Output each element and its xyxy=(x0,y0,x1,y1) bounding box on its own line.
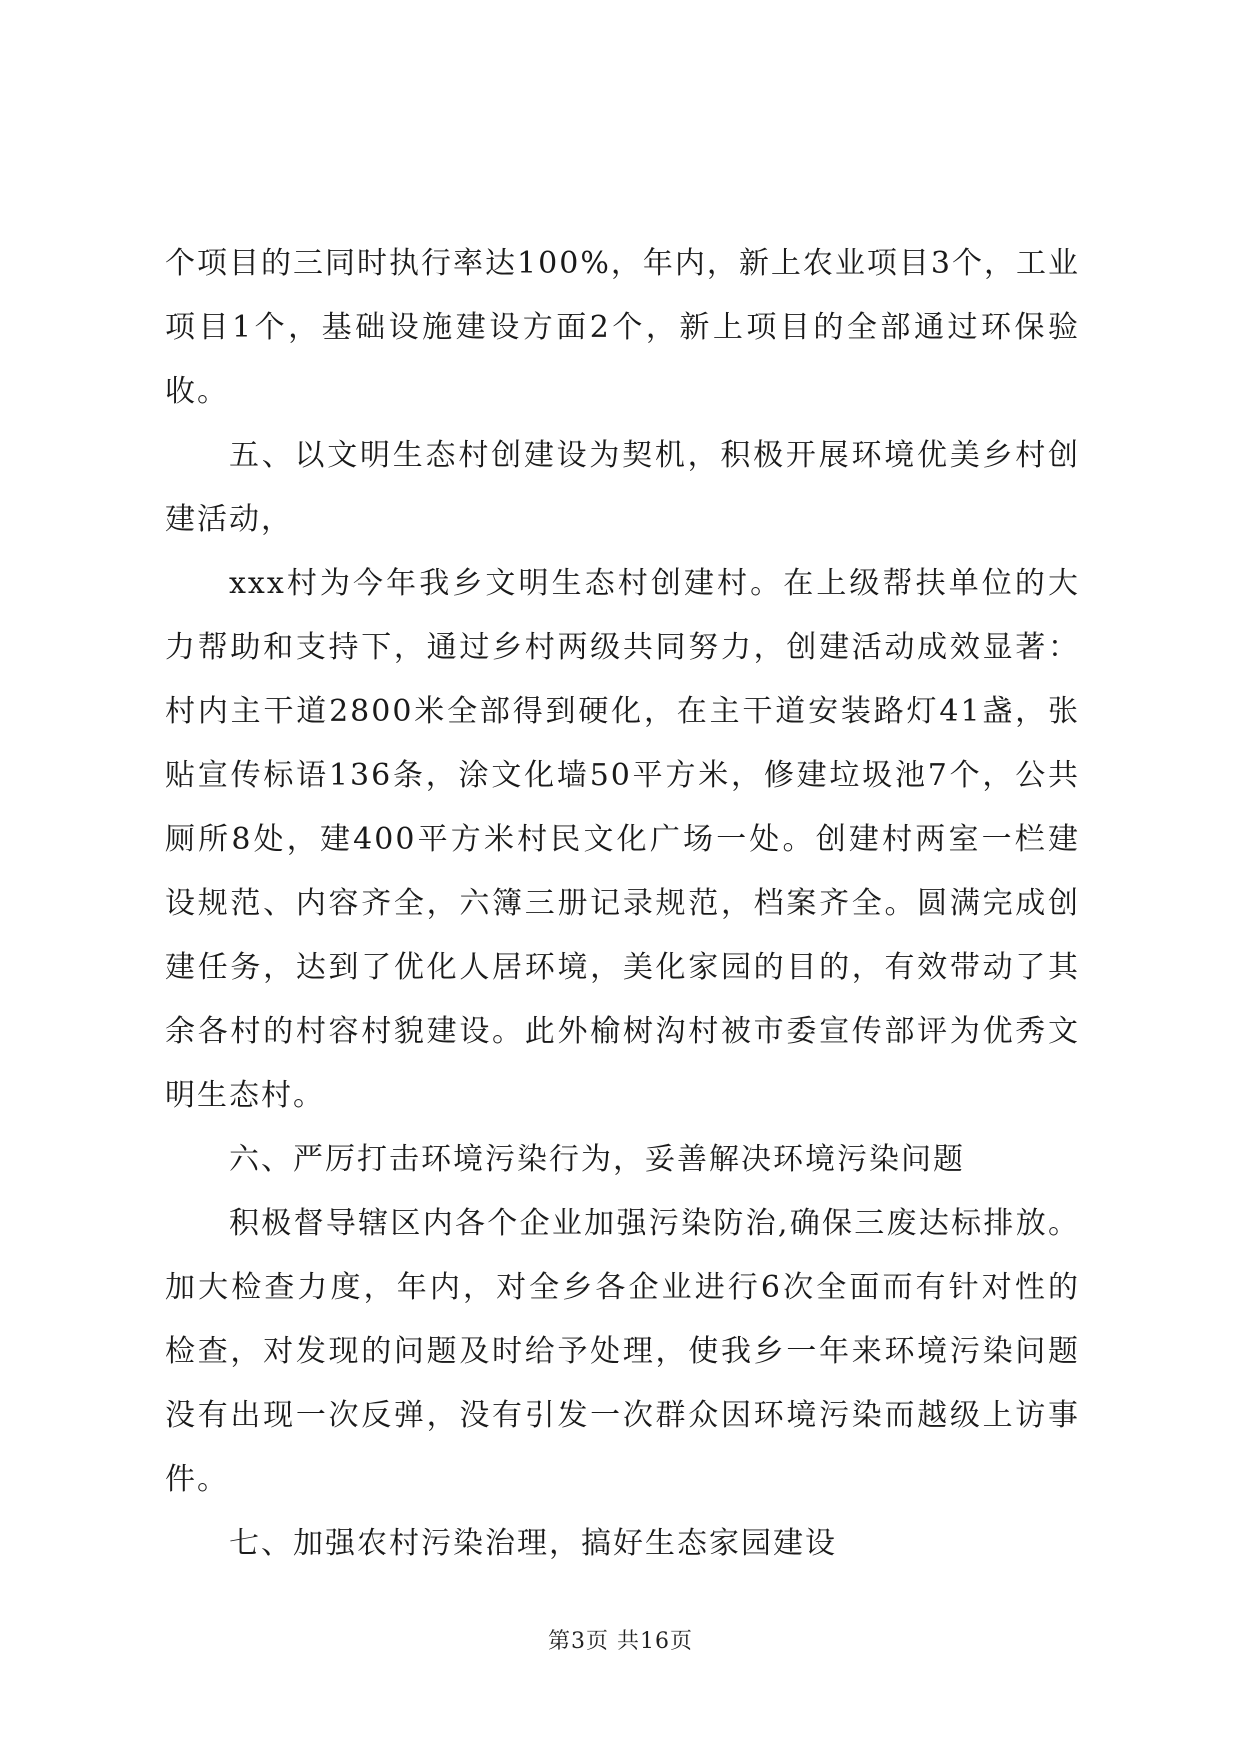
heading-section-seven: 七、加强农村污染治理，搞好生态家园建设 xyxy=(229,1526,837,1561)
page-number-footer: 第3页 共16页 xyxy=(548,1629,693,1654)
heading-section-five: 五、以文明生态村创建设为契机，积极开展环境优美乡村创建活动， xyxy=(165,438,1080,537)
document-body xyxy=(165,232,1080,1576)
paragraph-pollution-inspection: 积极督导辖区内各个企业加强污染防治,确保三废达标排放。加大检查力度，年内，对全乡各企业进行6次全面而有针对性的检查，对发现的问题及时给予处理，使我乡一年来环境污染问题没有出现一次反弹，没有引发一次群众因环境污染而越级上访事件。 xyxy=(165,1206,1080,1497)
paragraph-projects-continued: 个项目的三同时执行率达100%，年内，新上农业项目3个，工业项目1个，基础设施建设方面2个，新上项目的全部通过环保验收。 xyxy=(165,246,1080,409)
paragraph-village-construction: xxx村为今年我乡文明生态村创建村。在上级帮扶单位的大力帮助和支持下，通过乡村两级共同努力，创建活动成效显著：村内主干道2800米全部得到硬化，在主干道安装路灯41盏，张贴宣传标语136条，涂文化墙50平方米，修建垃圾池7个，公共厕所8处，建400平方米村民文化广场一处。创建村两室一栏建设规范、内容齐全，六簿三册记录规范，档案齐全。圆满完成创建任务，达到了优化人居环境，美化家园的目的，有效带动了其余各村的村容村貌建设。此外榆树沟村被市委宣传部评为优秀文明生态村。 xyxy=(165,566,1080,1113)
heading-section-six: 六、严厉打击环境污染行为，妥善解决环境污染问题 xyxy=(229,1142,965,1177)
